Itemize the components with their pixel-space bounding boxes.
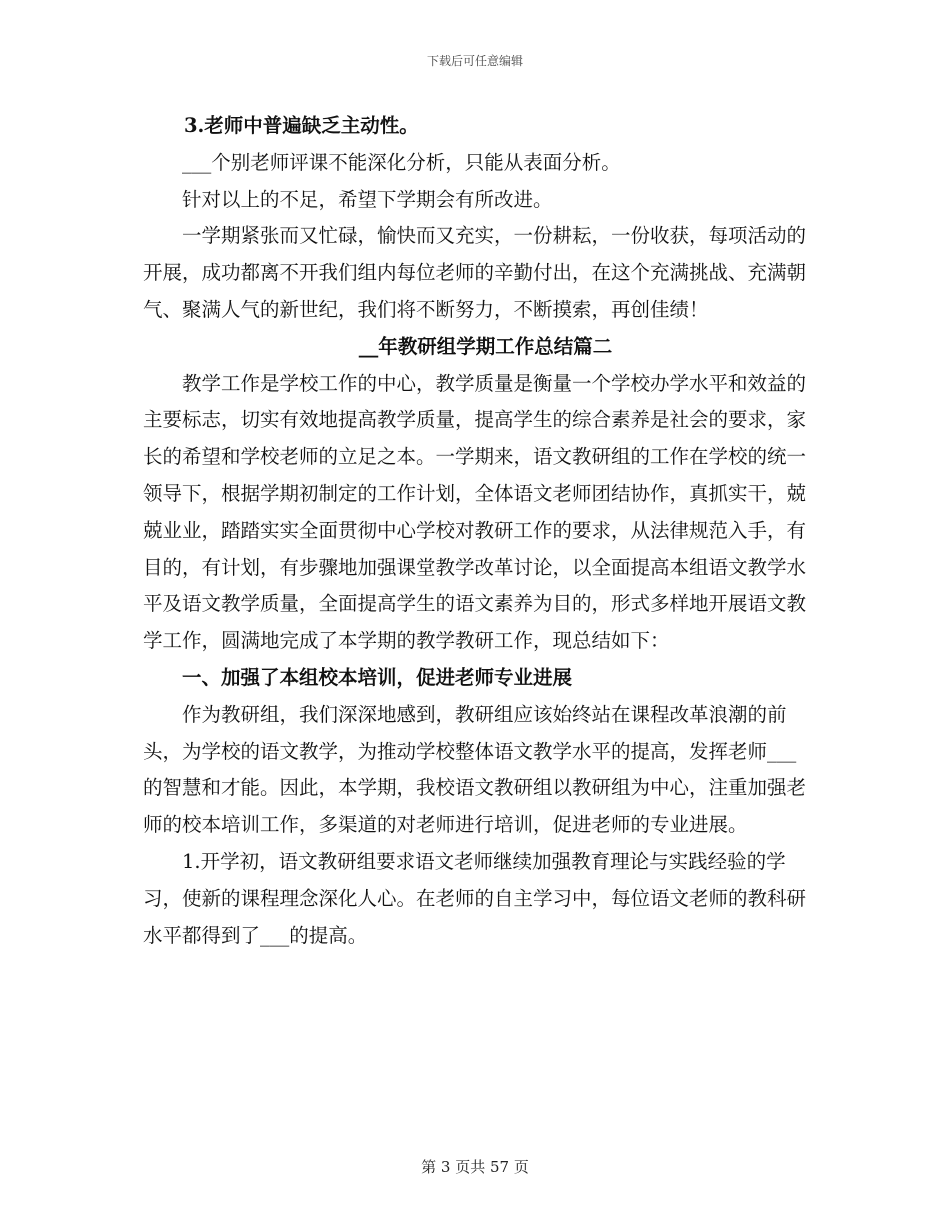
paragraph-item-1: 1.开学初，语文教研组要求语文老师继续加强教育理论与实践经验的学习，使新的课程理念深化人心。在老师的自主学习中，每位语文老师的教科研水平都得到了___的提高。 <box>143 849 807 947</box>
header-note: 下载后可任意编辑 <box>426 54 523 68</box>
paragraph-intro: 教学工作是学校工作的中心，教学质量是衡量一个学校办学水平和效益的主要标志，切实有效地提高教学质量，提高学生的综合素养是社会的要求，家长的希望和学校老师的立足之本。一学期来，语文教研组的工作在学校的统一领导下，根据学期初制定的工作计划，全体语文老师团结协作，真抓实干，兢兢业业，踏踏实实全面贯彻中心学校对教研工作的要求，从法律规范入手，有目的，有计划，有步骤地加强课堂教学改革讨论，以全面提高本组语文教学水平及语文教学质量，全面提高学生的语文素养为目的，形式多样地开展语文教学工作，圆满地完成了本学期的教学教研工作，现总结如下： <box>143 371 807 653</box>
paragraph-semester-summary: 一学期紧张而又忙碌，愉快而又充实，一份耕耘，一份收获，每项活动的开展，成功都离不开我们组内每位老师的辛勤付出，在这个充满挑战、充满朝气、聚满人气的新世纪，我们将不断努力，不断摸索，再创佳绩！ <box>143 224 807 321</box>
paragraph-point-3: 3.老师中普遍缺乏主动性。 <box>183 114 419 137</box>
paragraph-improvement: 针对以上的不足，希望下学期会有所改进。 <box>182 187 553 211</box>
paragraph-evaluation: ___个别老师评课不能深化分析，只能从表面分析。 <box>182 150 621 174</box>
document-body <box>143 108 808 954</box>
paragraph-training: 作为教研组，我们深深地感到，教研组应该始终站在课程改革浪潮的前头，为学校的语文教学，为推动学校整体语文教学水平的提高，发挥老师___的智慧和才能。因此，本学期，我校语文教研组以教研组为中心，注重加强老师的校本培训工作，多渠道的对老师进行培训，促进老师的专业进展。 <box>143 702 807 837</box>
section-heading-1: 一、加强了本组校本培训，促进老师专业进展 <box>182 665 573 689</box>
page-number: 第 3 页共 57 页 <box>421 1158 529 1176</box>
section-title: __年教研组学期工作总结篇二 <box>358 334 613 358</box>
